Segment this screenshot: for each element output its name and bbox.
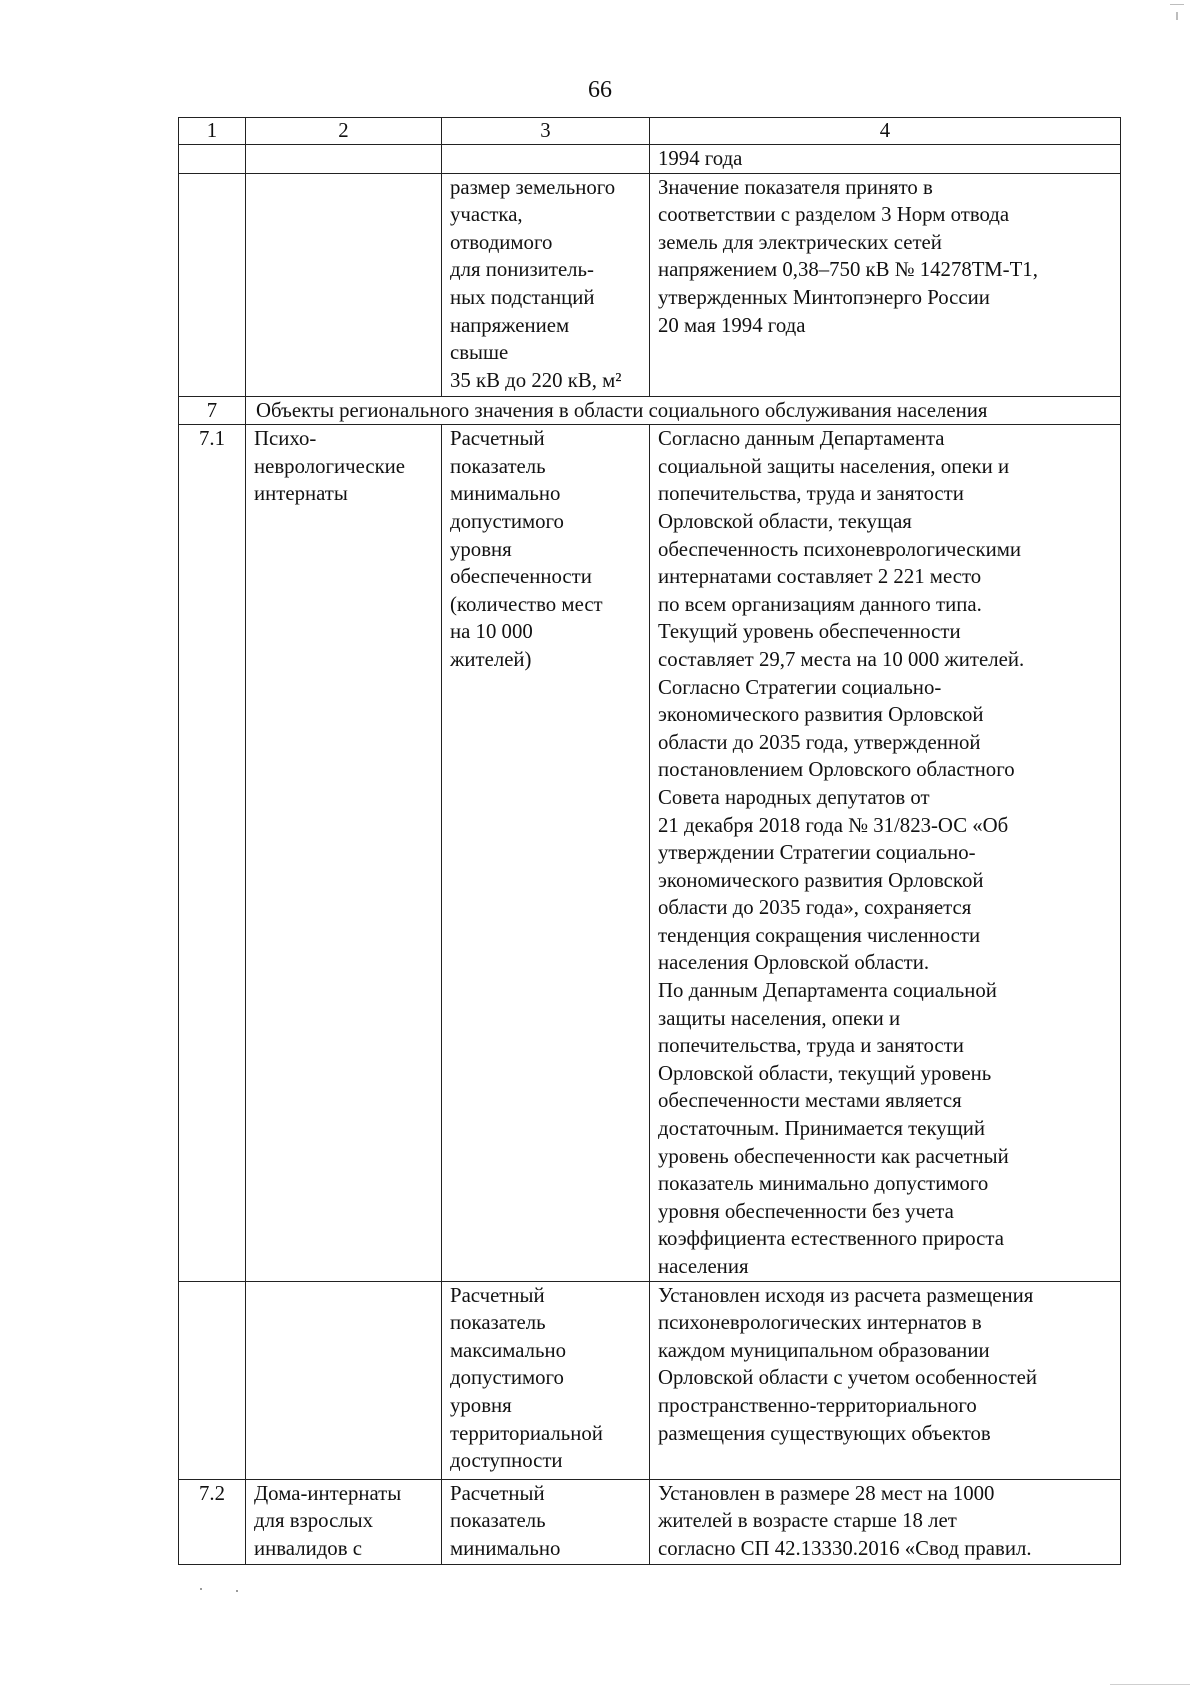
section-number-cell: 7 — [179, 396, 246, 425]
indicator-cell: Расчетный показатель минимально допустимого уровня обеспеченности (количество мест на 10 000 жителей) — [442, 425, 650, 1281]
row-number-cell — [179, 145, 246, 174]
header-cell-2: 2 — [246, 118, 442, 145]
scan-speck — [1110, 1684, 1190, 1685]
object-name-cell — [246, 145, 442, 174]
row-number-cell — [179, 1281, 246, 1479]
header-cell-1: 1 — [179, 118, 246, 145]
object-name-cell — [246, 1281, 442, 1479]
object-name-cell: Психо- неврологические интернаты — [246, 425, 442, 1281]
justification-cell: Значение показателя принято в соответствии с разделом 3 Норм отвода земель для электрических сетей напряжением 0,38–750 кВ № 14278ТМ-Т1, утвержденных Минтопэнерго России 20 мая 1994 года — [650, 173, 1121, 396]
section-row — [179, 396, 1121, 425]
justification-cell: Установлен в размере 28 мест на 1000 жителей в возрасте старше 18 лет согласно СП 42.13330.2016 «Свод правил. — [650, 1479, 1121, 1564]
scan-speck — [200, 1588, 202, 1590]
justification-cell: Установлен исходя из расчета размещения психоневрологических интернатов в каждом муниципальном образовании Орловской области с учетом особенностей пространственно-территориального размещения существующих объектов — [650, 1281, 1121, 1479]
scan-speck — [1170, 4, 1184, 5]
page-number: 66 — [588, 77, 612, 103]
row-number-cell: 7.2 — [179, 1479, 246, 1564]
table-row — [179, 145, 1121, 174]
header-cell-4: 4 — [650, 118, 1121, 145]
indicator-cell: размер земельного участка, отводимого для понизитель- ных подстанций напряжением свыше 35 кВ до 220 кВ, м² — [442, 173, 650, 396]
row-number-cell: 7.1 — [179, 425, 246, 1281]
object-name-cell — [246, 173, 442, 396]
row-number-cell — [179, 173, 246, 396]
header-cell-3: 3 — [442, 118, 650, 145]
table-header-row — [179, 118, 1121, 145]
indicator-cell — [442, 145, 650, 174]
indicators-table — [178, 117, 1121, 1565]
table-row — [179, 425, 1121, 1281]
object-name-cell: Дома-интернаты для взрослых инвалидов с — [246, 1479, 442, 1564]
section-title-cell: Объекты регионального значения в области социального обслуживания населения — [246, 396, 1121, 425]
indicator-cell: Расчетный показатель максимально допустимого уровня территориальной доступности — [442, 1281, 650, 1479]
scan-speck — [1176, 12, 1178, 20]
table-row — [179, 173, 1121, 396]
table-row — [179, 1479, 1121, 1564]
scan-speck — [236, 1590, 238, 1592]
justification-cell: 1994 года — [650, 145, 1121, 174]
justification-cell: Согласно данным Департамента социальной защиты населения, опеки и попечительства, труда и занятости Орловской области, текущая обеспеченность психоневрологическими интернатами составляет 2 221 место по всем организациям данного типа. Текущий уровень обеспеченности составляет 29,7 места на 10 000 жителей. Согласно Стратегии социально- экономического развития Орловской области до 2035 года, утвержденной постановлением Орловского областного Совета народных депутатов от 21 декабря 2018 года № 31/823-ОС «Об утверждении Стратегии социально- экономического развития Орловской области до 2035 года», сохраняется тенденция сокращения численности населения Орловской области. По данным Департамента социальной защиты населения, опеки и попечительства, труда и занятости Орловской области, текущий уровень обеспеченности местами является достаточным. Принимается текущий уровень обеспеченности как расчетный показатель минимально допустимого уровня обеспеченности без учета коэффициента естественного прироста населения — [650, 425, 1121, 1281]
table-row — [179, 1281, 1121, 1479]
indicator-cell: Расчетный показатель минимально — [442, 1479, 650, 1564]
